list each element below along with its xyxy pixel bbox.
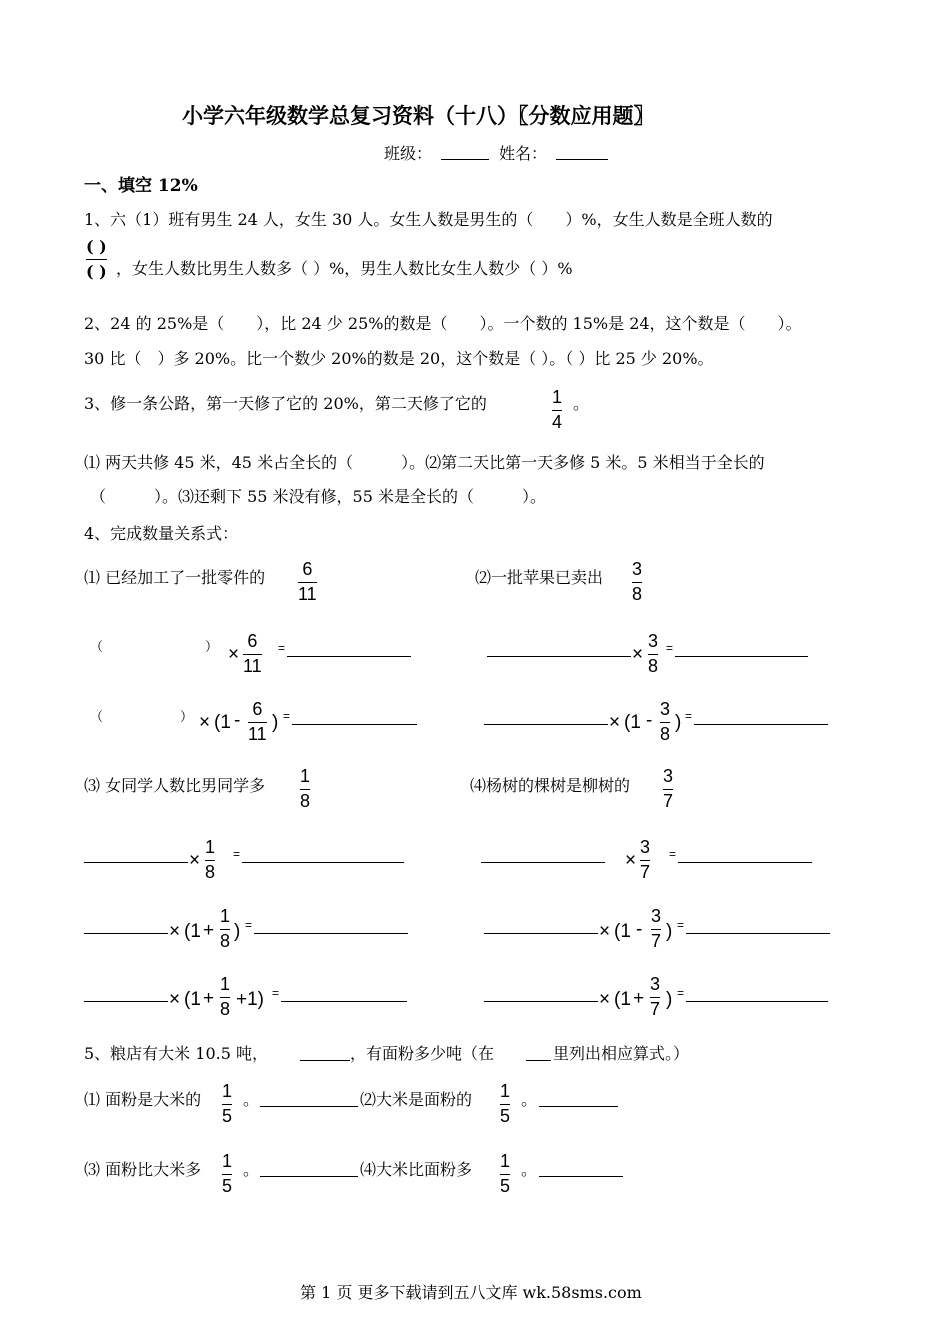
frac-den: 7 [650, 999, 661, 1019]
frac-num: 1 [222, 1081, 233, 1101]
class-label: 班级： [384, 144, 433, 163]
period: 。 [243, 1160, 260, 1179]
frac-den: 8 [632, 584, 643, 604]
frac-1-8 [205, 837, 215, 883]
frac-den: 11 [243, 656, 262, 676]
frac-num: 1 [500, 1151, 511, 1171]
answer-blank[interactable] [254, 933, 408, 934]
q5-s1: ⑴ 面粉是大米的 [84, 1090, 202, 1109]
fraction-bar [248, 722, 267, 723]
fraction-bar [300, 789, 310, 790]
frac-den: 5 [500, 1106, 511, 1126]
frac-num: 1 [205, 837, 216, 857]
answer-blank[interactable] [481, 862, 605, 863]
frac-1-5 [500, 1081, 510, 1127]
answer-blank[interactable] [686, 933, 830, 934]
q4-part4-text: ⑷杨树的棵树是柳树的 [470, 776, 631, 795]
fraction-bar [651, 929, 661, 930]
frac-num: 1 [552, 387, 563, 407]
times-sign: × [599, 921, 611, 942]
fraction-bar [663, 789, 673, 790]
frac-num: 3 [632, 559, 643, 579]
frac-num: 6 [302, 559, 313, 579]
frac-1-5 [222, 1151, 232, 1197]
fraction-bar [205, 860, 215, 861]
frac-num: 3 [660, 699, 671, 719]
times-sign: × [625, 850, 637, 871]
paren-one: (1 [624, 712, 641, 733]
frac-1-8 [220, 974, 230, 1020]
frac-num: 3 [640, 837, 651, 857]
fraction-bar [500, 1174, 510, 1175]
paren-open: （ [90, 710, 104, 725]
q4-part1-fraction [298, 559, 317, 605]
answer-blank[interactable] [260, 1176, 358, 1177]
q1-fraction [86, 236, 107, 282]
q2-line1: 2、24 的 25%是（ ），比 24 少 25%的数是（ ）。一个数的 15%是 24，这个数是（ ）。 [84, 314, 802, 333]
q5-s4: ⑷大米比面粉多 [360, 1160, 473, 1179]
frac-num: 6 [247, 631, 258, 651]
frac-num: 1 [500, 1081, 511, 1101]
fraction-bar [632, 582, 642, 583]
frac-den: 5 [222, 1106, 233, 1126]
frac-num: 1 [222, 1151, 233, 1171]
plus-sign: + [633, 988, 645, 1009]
equals-sign: = [283, 709, 291, 723]
frac-1-5 [222, 1081, 232, 1127]
q5-end: 里列出相应算式。） [553, 1044, 690, 1063]
q4-part2-text: ⑵一批苹果已卖出 [475, 568, 604, 587]
frac-3-7 [651, 906, 661, 952]
class-blank[interactable] [441, 159, 489, 160]
period: 。 [521, 1090, 538, 1109]
equals-sign: = [677, 986, 685, 1000]
equals-sign: = [272, 986, 280, 1000]
frac-num: 3 [651, 906, 662, 926]
close-paren: ) [666, 921, 673, 942]
fraction-bar [500, 1104, 510, 1105]
times-sign: × [189, 850, 201, 871]
fraction-bar [648, 654, 658, 655]
times-sign: × [599, 989, 611, 1010]
answer-blank[interactable] [84, 1001, 168, 1002]
frac-den: 8 [220, 999, 231, 1019]
frac-num: 1 [300, 766, 311, 786]
q4-part2-fraction [632, 559, 642, 605]
frac-den: 7 [651, 931, 662, 951]
q5-example-blank [526, 1060, 551, 1061]
frac-den: 4 [552, 412, 563, 432]
fraction-bar [552, 410, 562, 411]
frac-num: 3 [650, 974, 661, 994]
q4-part3-text: ⑶ 女同学人数比男同学多 [84, 776, 266, 795]
close-paren: ) [675, 712, 682, 733]
frac-num: 3 [648, 631, 659, 651]
name-blank[interactable] [556, 159, 608, 160]
name-label: 姓名： [499, 144, 548, 163]
q1-frac-num: ( ) [86, 237, 107, 256]
q5-mid: ，有面粉多少吨（在 [350, 1044, 495, 1063]
close-paren: ) [666, 989, 673, 1010]
q1-line1: 1、六（1）班有男生 24 人，女生 30 人。女生人数是男生的（ ）%，女生人数是全班人数的 [84, 210, 773, 229]
page-footer: 第 1 页 更多下载请到五八文库 wk.58sms.com [300, 1283, 642, 1302]
frac-den: 5 [500, 1176, 511, 1196]
answer-blank[interactable] [686, 1001, 828, 1002]
fraction-bar [222, 1104, 232, 1105]
q4-part3-fraction [300, 766, 310, 812]
answer-blank[interactable] [539, 1176, 623, 1177]
period: 。 [243, 1090, 260, 1109]
q3-line2: ⑴ 两天共修 45 米，45 米占全长的（ ）。⑵第二天比第一天多修 5 米。5 米相当于全长的 [84, 453, 765, 472]
paren-close: ） [205, 640, 219, 655]
frac-den: 7 [640, 862, 651, 882]
answer-blank[interactable] [484, 1001, 598, 1002]
fraction-bar [650, 997, 660, 998]
frac-6-11 [248, 699, 267, 745]
section-heading: 一、填空 12% [84, 176, 198, 196]
frac-3-8 [648, 631, 658, 677]
plus-sign: + [203, 988, 215, 1009]
frac-6-11 [243, 631, 262, 677]
q5-intro: 5、粮店有大米 10.5 吨， [84, 1044, 268, 1063]
frac-3-7 [650, 974, 660, 1020]
close-paren: ) [234, 921, 241, 942]
equals-sign: = [666, 641, 674, 655]
equals-sign: = [677, 918, 685, 932]
frac-den: 7 [663, 791, 674, 811]
answer-blank[interactable] [84, 862, 188, 863]
frac-1-8 [220, 906, 230, 952]
paren-one: (1 [214, 712, 231, 733]
q3-intro: 3、修一条公路，第一天修了它的 20%，第二天修了它的 [84, 394, 487, 413]
times-sign: × [169, 921, 181, 942]
q5-s3: ⑶ 面粉比大米多 [84, 1160, 202, 1179]
minus-sign: - [636, 919, 643, 940]
times-sign: × [609, 712, 621, 733]
frac-den: 5 [222, 1176, 233, 1196]
paren-close: ） [180, 710, 194, 725]
times-sign: × [199, 712, 211, 733]
close-paren: ) [272, 712, 279, 733]
period: 。 [521, 1160, 538, 1179]
equals-sign: = [233, 847, 241, 861]
frac-den: 8 [205, 862, 216, 882]
answer-blank[interactable] [292, 724, 417, 725]
equals-sign: = [685, 709, 693, 723]
q4-part1-text: ⑴ 已经加工了一批零件的 [84, 568, 266, 587]
fraction-bar [660, 722, 670, 723]
q5-condition-blank[interactable] [300, 1060, 350, 1061]
equals-sign: = [278, 641, 286, 655]
fraction-bar [243, 654, 262, 655]
q1-frac-den: ( ) [86, 262, 107, 281]
q4-title: 4、完成数量关系式： [84, 524, 239, 543]
paren-one: (1 [614, 921, 631, 942]
answer-blank[interactable] [694, 724, 828, 725]
paren-open: （ [90, 640, 104, 655]
answer-blank[interactable] [487, 656, 631, 657]
equals-sign: = [669, 847, 677, 861]
plus-sign: + [203, 920, 215, 941]
fraction-bar [86, 259, 107, 260]
times-sign: × [228, 644, 240, 665]
fraction-bar [220, 997, 230, 998]
answer-blank[interactable] [287, 656, 411, 657]
frac-num: 3 [663, 766, 674, 786]
paren-one: (1 [614, 989, 631, 1010]
frac-den: 11 [248, 724, 267, 744]
frac-1-5 [500, 1151, 510, 1197]
frac-num: 1 [220, 906, 231, 926]
answer-blank[interactable] [484, 724, 608, 725]
answer-blank[interactable] [242, 862, 404, 863]
page-title: 小学六年级数学总复习资料（十八）〖分数应用题〗 [182, 103, 655, 128]
equals-sign: = [245, 918, 253, 932]
frac-den: 8 [660, 724, 671, 744]
frac-num: 6 [252, 699, 263, 719]
frac-3-7 [640, 837, 650, 883]
frac-den: 8 [648, 656, 659, 676]
q2-line2: 30 比（ ）多 20%。比一个数少 20%的数是 20，这个数是（ ）。（ ）比 25 少 20%。 [84, 349, 714, 368]
q1-line2: ，女生人数比男生人数多（ ）%，男生人数比女生人数少（ ）% [116, 259, 573, 278]
paren-one: (1 [184, 921, 201, 942]
answer-blank[interactable] [539, 1106, 618, 1107]
fraction-bar [222, 1174, 232, 1175]
frac-3-8 [660, 699, 670, 745]
frac-num: 1 [220, 974, 231, 994]
q5-s2: ⑵大米是面粉的 [360, 1090, 473, 1109]
answer-blank[interactable] [484, 933, 598, 934]
fraction-bar [220, 929, 230, 930]
plus-one-paren: +1) [236, 989, 264, 1010]
frac-den: 8 [300, 791, 311, 811]
answer-blank[interactable] [678, 862, 812, 863]
answer-blank[interactable] [675, 656, 808, 657]
fraction-bar [640, 860, 650, 861]
answer-blank[interactable] [281, 1001, 407, 1002]
frac-den: 8 [220, 931, 231, 951]
minus-sign: - [646, 710, 653, 731]
q3-fraction [552, 387, 562, 433]
answer-blank[interactable] [260, 1106, 358, 1107]
fraction-bar [298, 582, 317, 583]
times-sign: × [169, 989, 181, 1010]
q3-end: 。 [573, 394, 590, 413]
times-sign: × [632, 644, 644, 665]
minus-sign: - [234, 710, 241, 731]
frac-den: 11 [298, 584, 317, 604]
answer-blank[interactable] [84, 933, 168, 934]
paren-one: (1 [184, 989, 201, 1010]
q4-part4-fraction [663, 766, 673, 812]
q3-line3: （ ）。⑶还剩下 55 米没有修，55 米是全长的（ ）。 [90, 487, 546, 506]
